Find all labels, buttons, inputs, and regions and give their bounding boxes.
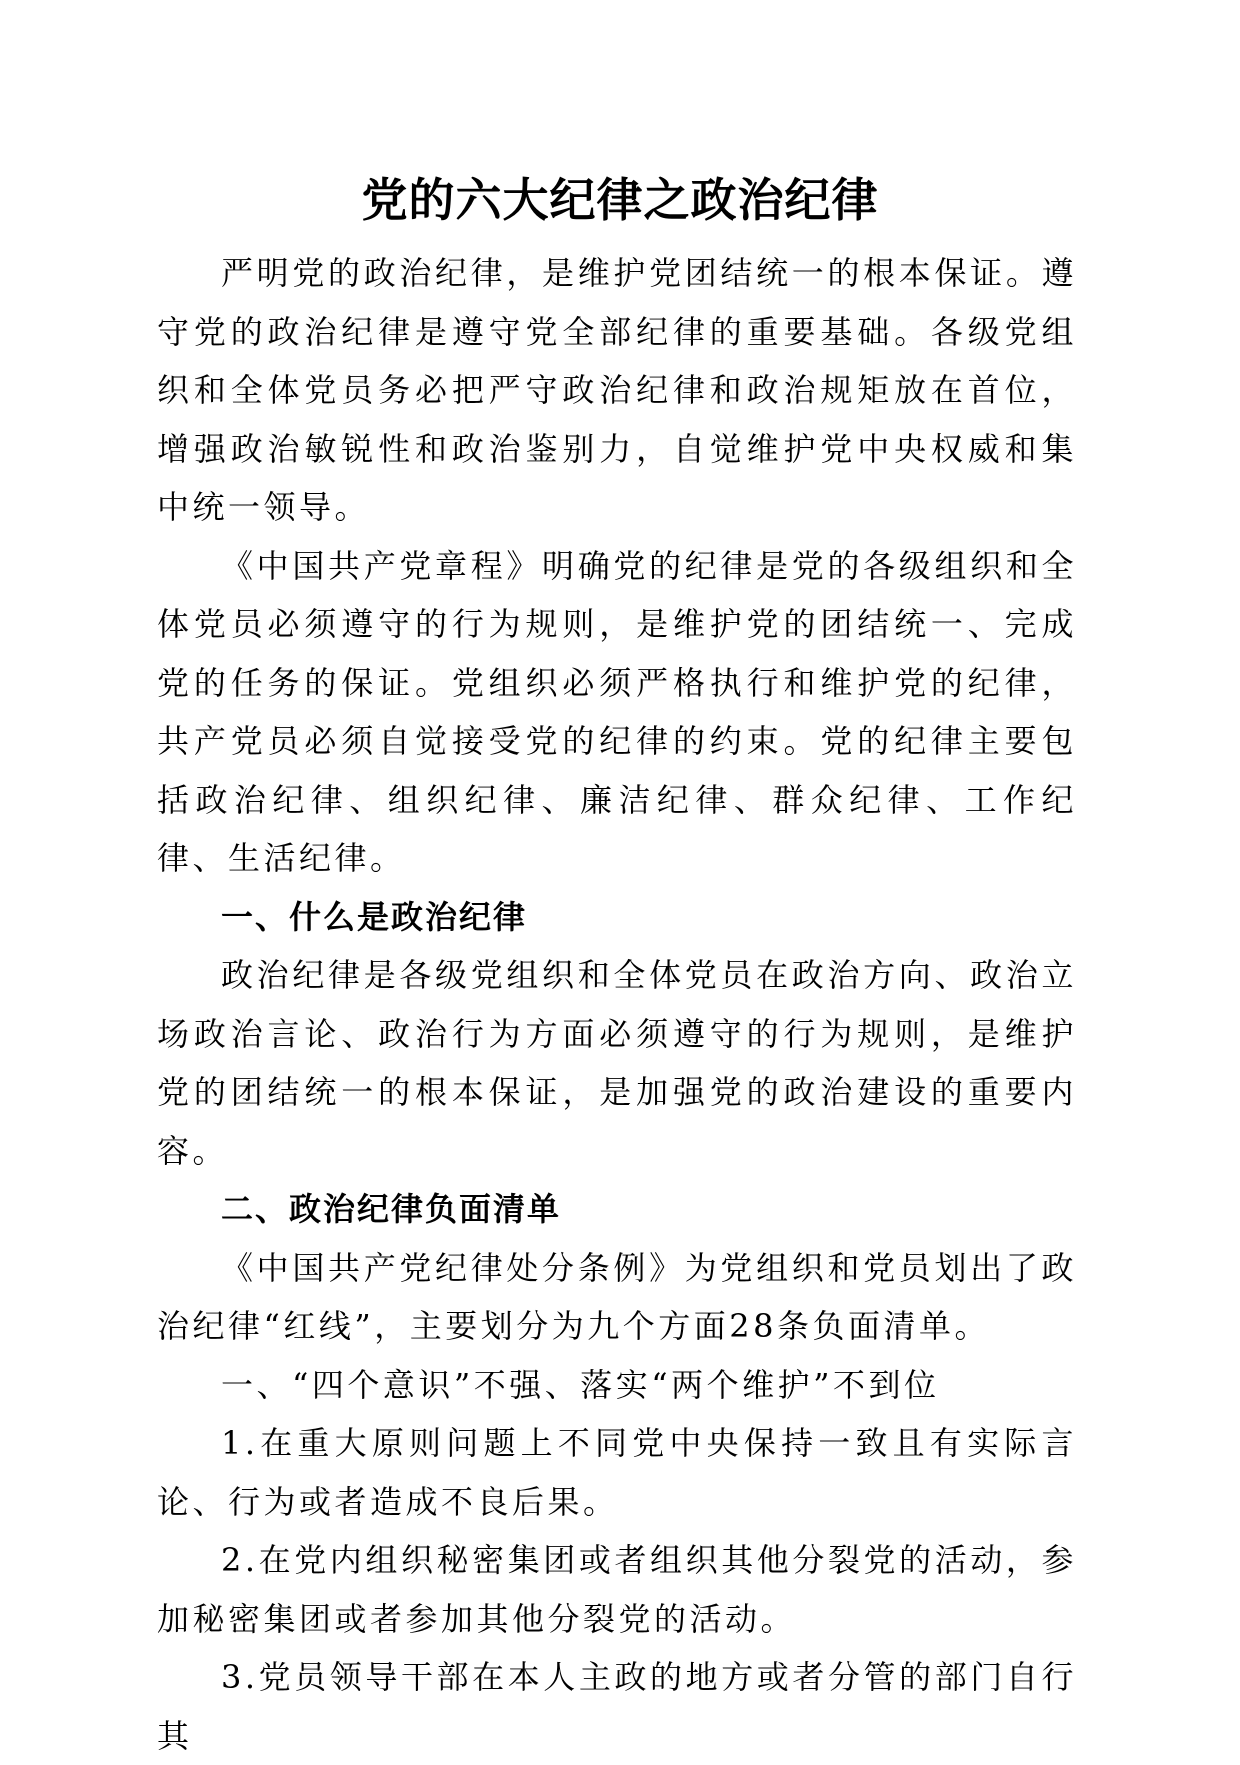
paragraph: 《中国共产党纪律处分条例》为党组织和党员划出了政治纪律“红线”，主要划分为九个方面28条负面清单。 xyxy=(157,1248,1077,1345)
list-item: 2.在党内组织秘密集团或者组织其他分裂党的活动，参加秘密集团或者参加其他分裂党的活动。 xyxy=(157,1541,1077,1638)
paragraph: 严明党的政治纪律，是维护党团结统一的根本保证。遵守党的政治纪律是遵守党全部纪律的重要基础。各级党组织和全体党员务必把严守政治纪律和政治规矩放在首位，增强政治敏锐性和政治鉴别力，自觉维护党中央权威和集中统一领导。 xyxy=(157,254,1077,526)
paragraph: 政治纪律是各级党组织和全体党员在政治方向、政治立场政治言论、政治行为方面必须遵守的行为规则，是维护党的团结统一的根本保证，是加强党的政治建设的重要内容。 xyxy=(157,956,1077,1170)
section-heading: 一、什么是政治纪律 xyxy=(221,897,528,936)
list-subheading: 一、“四个意识”不强、落实“两个维护”不到位 xyxy=(221,1365,940,1404)
list-item: 1.在重大原则问题上不同党中央保持一致且有实际言论、行为或者造成不良后果。 xyxy=(157,1424,1077,1521)
list-item: 3.党员领导干部在本人主政的地方或者分管的部门自行其 xyxy=(157,1658,1077,1755)
section-heading: 二、政治纪律负面清单 xyxy=(221,1190,562,1228)
document-body xyxy=(157,244,1077,1765)
paragraph: 《中国共产党章程》明确党的纪律是党的各级组织和全体党员必须遵守的行为规则，是维护党的团结统一、完成党的任务的保证。党组织必须严格执行和维护党的纪律，共产党员必须自觉接受党的纪律的约束。党的纪律主要包括政治纪律、组织纪律、廉洁纪律、群众纪律、工作纪律、生活纪律。 xyxy=(157,546,1077,877)
document-title: 党的六大纪律之政治纪律 xyxy=(361,173,879,227)
